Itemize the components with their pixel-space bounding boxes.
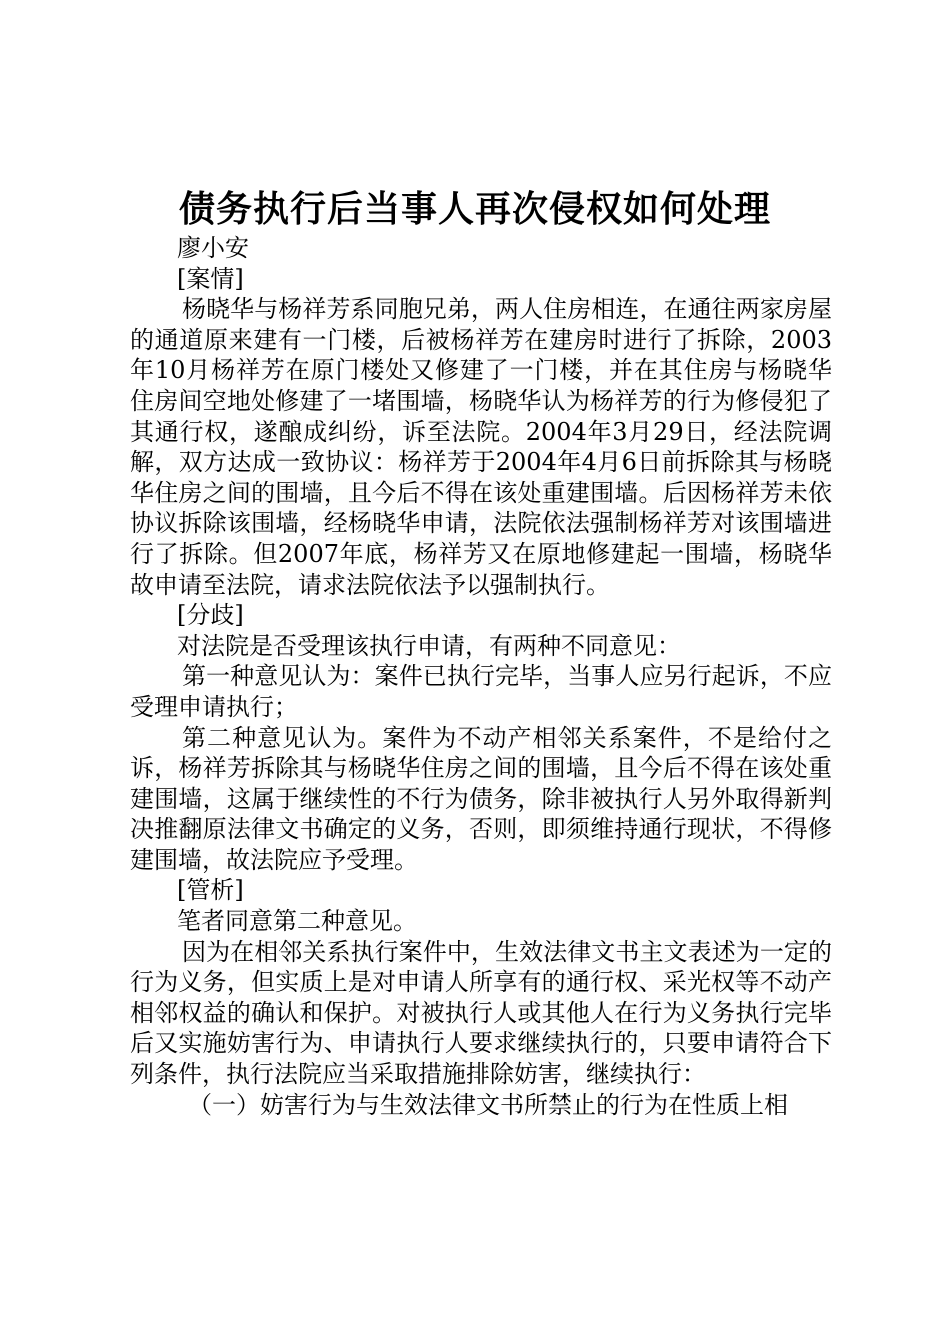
document-title: 债务执行后当事人再次侵权如何处理 xyxy=(178,188,771,230)
document-body xyxy=(130,233,832,1120)
paragraph-author-agrees: 笔者同意第二种意见。 xyxy=(177,907,417,936)
paragraph-second-opinion: 第二种意见认为。案件为不动产相邻关系案件，不是给付之诉，杨祥芳拆除其与杨晓华住房之间的围墙，且今后不得在该处重建围墙，这属于继续性的不行为债务，除非被执行人另外取得新判决推翻原法律文书确定的义务，否则，即须维持通行现状，不得修建围墙，故法院应予受理。 xyxy=(130,723,832,874)
paragraph-condition-one: （一）妨害行为与生效法律文书所禁止的行为在性质上相 xyxy=(188,1090,788,1119)
section-heading-analysis: [管析] xyxy=(177,876,244,905)
paragraph-case-facts: 杨晓华与杨祥芳系同胞兄弟，两人住房相连，在通往两家房屋的通道原来建有一门楼，后被杨祥芳在建房时进行了拆除，2003年10月杨祥芳在原门楼处又修建了一门楼，并在其住房与杨晓华住房间空地处修建了一堵围墙，杨晓华认为杨祥芳的行为修侵犯了其通行权，遂酿成纠纷，诉至法院。2004年3月29日，经法院调解，双方达成一致协议：杨祥芳于2004年4月6日前拆除其与杨晓华住房之间的围墙，且今后不得在该处重建围墙。后因杨祥芳未依协议拆除该围墙，经杨晓华申请，法院依法强制杨祥芳对该围墙进行了拆除。但2007年底，杨祥芳又在原地修建起一围墙，杨晓华故申请至法院，请求法院依法予以强制执行。 xyxy=(130,295,832,599)
author-line: 廖小安 xyxy=(177,234,249,262)
paragraph-dispute-intro: 对法院是否受理该执行申请，有两种不同意见： xyxy=(177,631,681,660)
section-heading-case: [案情] xyxy=(177,264,244,293)
section-heading-dispute: [分歧] xyxy=(177,601,244,630)
paragraph-analysis-reason: 因为在相邻关系执行案件中，生效法律文书主文表述为一定的行为义务，但实质上是对申请人所享有的通行权、采光权等不动产相邻权益的确认和保护。对被执行人或其他人在行为义务执行完毕后又实施妨害行为、申请执行人要求继续执行的，只要申请符合下列条件，执行法院应当采取措施排除妨害，继续执行： xyxy=(130,937,832,1089)
paragraph-first-opinion: 第一种意见认为：案件已执行完毕，当事人应另行起诉，不应受理申请执行； xyxy=(130,662,832,721)
